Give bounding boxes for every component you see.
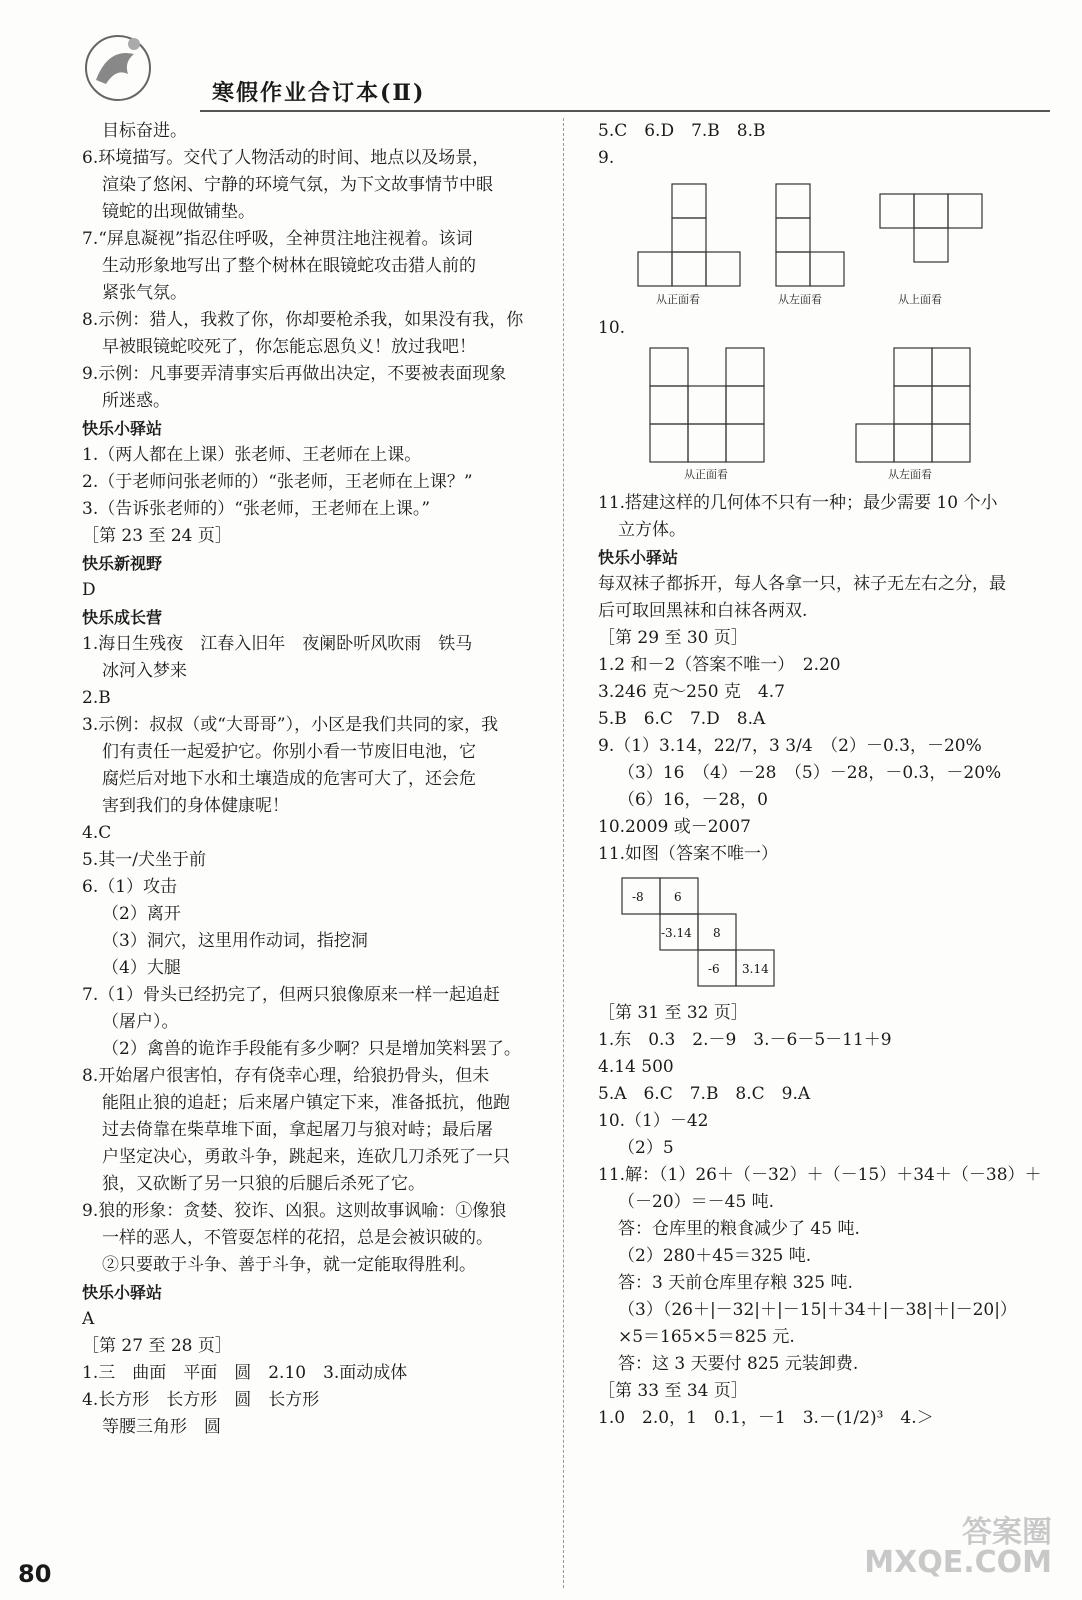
answer-line: 答：3 天前仓库里存粮 325 吨. <box>618 1273 853 1293</box>
answer-line: 11.如图（答案不唯一） <box>598 844 779 864</box>
answer-line: 2.（于老师问张老师的）“张老师，王老师在上课？” <box>82 472 473 492</box>
top-view-shape <box>880 194 982 262</box>
answer-line: ［第 33 至 34 页］ <box>598 1381 748 1401</box>
answer-line: 1.海日生残夜 江春入旧年 夜阑卧听风吹雨 铁马 <box>82 634 473 654</box>
answer-line: 2.B <box>82 688 111 708</box>
answer-line: 8.开始屠户很害怕，存有侥幸心理，给狼扔骨头，但未 <box>82 1066 490 1086</box>
dolphin-logo-icon <box>78 28 158 108</box>
q9-three-views-figure <box>598 176 998 311</box>
right-column-top <box>598 118 1058 172</box>
fig9-caption-left: 从左面看 <box>778 293 822 306</box>
answer-line: （6）16，－28，0 <box>618 790 768 810</box>
answer-line: 1.0 2.0，1 0.1，－1 3.－(1/2)³ 4.＞ <box>598 1408 934 1428</box>
fig9-caption-front: 从正面看 <box>656 293 700 306</box>
answer-line: （4）大腿 <box>102 958 181 978</box>
q10-left-view-grid <box>856 348 970 462</box>
net-cell-4: 8 <box>713 926 721 940</box>
section-heading: 快乐小驿站 <box>82 1283 163 1302</box>
answer-line: 每双袜子都拆开，每人各拿一只，袜子无左右之分，最 <box>598 574 1006 594</box>
left-column <box>82 118 552 1441</box>
answer-line: 6.环境描写。交代了人物活动的时间、地点以及场景， <box>82 148 490 168</box>
answer-line: 所迷惑。 <box>102 391 170 411</box>
answer-line: 9.（1）3.14，22/7，3 3/4 （2）－0.3̇，－20% <box>598 736 982 756</box>
answer-line: （2）5 <box>618 1138 674 1158</box>
answer-line: 8.示例：猎人，我救了你，你却要枪杀我，如果没有我，你 <box>82 310 524 330</box>
answer-line: 们有责任一起爱护它。你别小看一节废旧电池，它 <box>102 742 476 762</box>
answer-line: （3）（26＋|－32|＋|－15|＋34＋|－38|＋|－20|） <box>618 1300 1017 1320</box>
answer-line: 答：仓库里的粮食减少了 45 吨. <box>618 1219 860 1239</box>
answer-line: 生动形象地写出了整个树林在眼镜蛇攻击猎人前的 <box>102 256 476 276</box>
answer-line: 4.长方形 长方形 圆 长方形 <box>82 1390 320 1410</box>
answer-line: 后可取回黑袜和白袜各两双. <box>598 601 808 621</box>
answer-line: 5.C 6.D 7.B 8.B <box>598 121 766 141</box>
answer-line: ［第 29 至 30 页］ <box>598 628 748 648</box>
answer-line: 渲染了悠闲、宁静的环境气氛，为下文故事情节中眼 <box>102 175 493 195</box>
page-header <box>60 18 1050 113</box>
section-heading: 快乐新视野 <box>82 554 163 573</box>
answer-line: ［第 27 至 28 页］ <box>82 1336 232 1356</box>
answer-line: 10.（1）－42 <box>598 1111 709 1131</box>
header-rule <box>200 110 1050 112</box>
answer-line: 9. <box>598 148 615 168</box>
q10-label: 10. <box>598 318 626 338</box>
answer-line: ②只要敢于斗争、善于斗争，就一定能取得胜利。 <box>102 1255 476 1275</box>
answer-line: 狼，又砍断了另一只狼的后腿后杀死了它。 <box>102 1174 425 1194</box>
answer-line: 腐烂后对地下水和土壤造成的危害可大了，还会危 <box>102 769 476 789</box>
answer-line: 9.示例：凡事要弄清事实后再做出决定，不要被表面现象 <box>82 364 507 384</box>
answer-line: （屠户）。 <box>102 1012 179 1032</box>
answer-line: 5.其一/犬坐于前 <box>82 850 206 870</box>
section-heading: 快乐小驿站 <box>598 548 679 567</box>
answer-line: 4.C <box>82 823 112 843</box>
answer-line: ×5＝165×5＝825 元. <box>618 1327 795 1347</box>
watermark-line-1: 答案圈 <box>962 1515 1052 1550</box>
net-cell-6: 3.14 <box>742 962 769 976</box>
answer-line: （3）洞穴，这里用作动词，指挖洞 <box>102 931 368 951</box>
right-column-bottom <box>598 1000 1058 1432</box>
answer-line: 目标奋进。 <box>102 121 187 141</box>
answer-line: 4.14 500 <box>598 1057 674 1077</box>
fig9-caption-top: 从上面看 <box>898 293 942 306</box>
page-number: 80 <box>18 1560 52 1588</box>
answer-line: 1.东 0.3 2.－9 3.－6－5－11＋9 <box>598 1030 892 1050</box>
answer-line: 7.（1）骨头已经扔完了，但两只狼像原来一样一起追赶 <box>82 985 501 1005</box>
net-cell-3: -3.14 <box>661 926 692 940</box>
answer-line: 1.三 曲面 平面 圆 2.10 3.面动成体 <box>82 1363 408 1383</box>
answer-line: （－20）＝－45 吨. <box>618 1192 775 1212</box>
answer-line: 1.（两人都在上课）张老师、王老师在上课。 <box>82 445 422 465</box>
answer-line: 紧张气氛。 <box>102 283 187 303</box>
answer-line: 3.示例：叔叔（或“大哥哥”），小区是我们共同的家，我 <box>82 715 499 735</box>
answer-line: 冰河入梦来 <box>102 661 187 681</box>
answer-line: 能阻止狼的追赶；后来屠户镇定下来，准备抵抗，他跑 <box>102 1093 510 1113</box>
answer-line: 早被眼镜蛇咬死了，你怎能忘恩负义！放过我吧！ <box>102 337 476 357</box>
answer-line: A <box>82 1309 95 1329</box>
answer-line: 过去倚靠在柴草堆下面，拿起屠刀与狼对峙；最后屠 <box>102 1120 493 1140</box>
section-heading: 快乐小驿站 <box>82 419 163 438</box>
answer-line: 11.解：（1）26＋（－32）＋（－15）＋34＋（－38）＋ <box>598 1165 1042 1185</box>
answer-line: 镜蛇的出现做铺垫。 <box>102 202 255 222</box>
watermark-line-2: MXQE.COM <box>864 1545 1052 1580</box>
q11-net-figure <box>598 872 898 996</box>
answer-line: D <box>82 580 96 600</box>
answer-line: 5.B 6.C 7.D 8.A <box>598 709 766 729</box>
answer-line: 立方体。 <box>618 520 686 540</box>
net-cell-2: 6 <box>674 890 682 904</box>
section-heading: 快乐成长营 <box>82 608 163 627</box>
answer-line: 7.“屏息凝视”指忍住呼吸，全神贯注地注视着。该词 <box>82 229 473 249</box>
answer-line: 3.（告诉张老师的）“张老师，王老师在上课。” <box>82 499 431 519</box>
answer-line: （3）16 （4）－28 （5）－28，－0.3̇，－20% <box>618 763 1002 783</box>
answer-line: 1.2 和－2（答案不唯一） 2.20 <box>598 655 841 675</box>
answer-line: 答：这 3 天要付 825 元装卸费. <box>618 1354 859 1374</box>
answer-line: 害到我们的身体健康呢！ <box>102 796 289 816</box>
right-column-middle <box>598 490 1058 868</box>
answer-line: 10.2009 或－2007 <box>598 817 751 837</box>
answer-line: ［第 23 至 24 页］ <box>82 526 232 546</box>
answer-line: （2）禽兽的诡诈手段能有多少啊？只是增加笑料罢了。 <box>102 1039 521 1059</box>
net-cell-1: -8 <box>632 890 644 904</box>
left-view-shape <box>776 184 844 286</box>
answer-line: 户坚定决心，勇敢斗争，跳起来，连砍几刀杀死了一只 <box>102 1147 510 1167</box>
column-divider <box>563 118 564 1588</box>
q10-views-figure <box>598 346 1018 486</box>
answer-line: 11.搭建这样的几何体不只有一种；最少需要 10 个小 <box>598 493 998 513</box>
fig10-caption-left: 从左面看 <box>888 468 932 481</box>
front-view-shape <box>638 184 740 286</box>
watermark-logo <box>864 1515 1052 1580</box>
answer-line: 3.246 克～250 克 4.7 <box>598 682 785 702</box>
answer-line: （2）离开 <box>102 904 181 924</box>
answer-line: 5.A 6.C 7.B 8.C 9.A <box>598 1084 811 1104</box>
answer-line: 6.（1）攻击 <box>82 877 178 897</box>
answer-line: ［第 31 至 32 页］ <box>598 1003 748 1023</box>
q10-front-view-grid <box>650 348 764 462</box>
book-title: 寒假作业合订本(Ⅱ) <box>212 80 426 106</box>
fig10-caption-front: 从正面看 <box>684 468 728 481</box>
answer-line: 一样的恶人，不管耍怎样的花招，总是会被识破的。 <box>102 1228 493 1248</box>
right-column <box>598 118 1058 1432</box>
answer-line: 9.狼的形象：贪婪、狡诈、凶狠。这则故事讽喻：①像狼 <box>82 1201 507 1221</box>
net-cell-5: -6 <box>708 962 720 976</box>
answer-line: （2）280＋45＝325 吨. <box>618 1246 812 1266</box>
answer-line: 等腰三角形 圆 <box>102 1417 221 1437</box>
